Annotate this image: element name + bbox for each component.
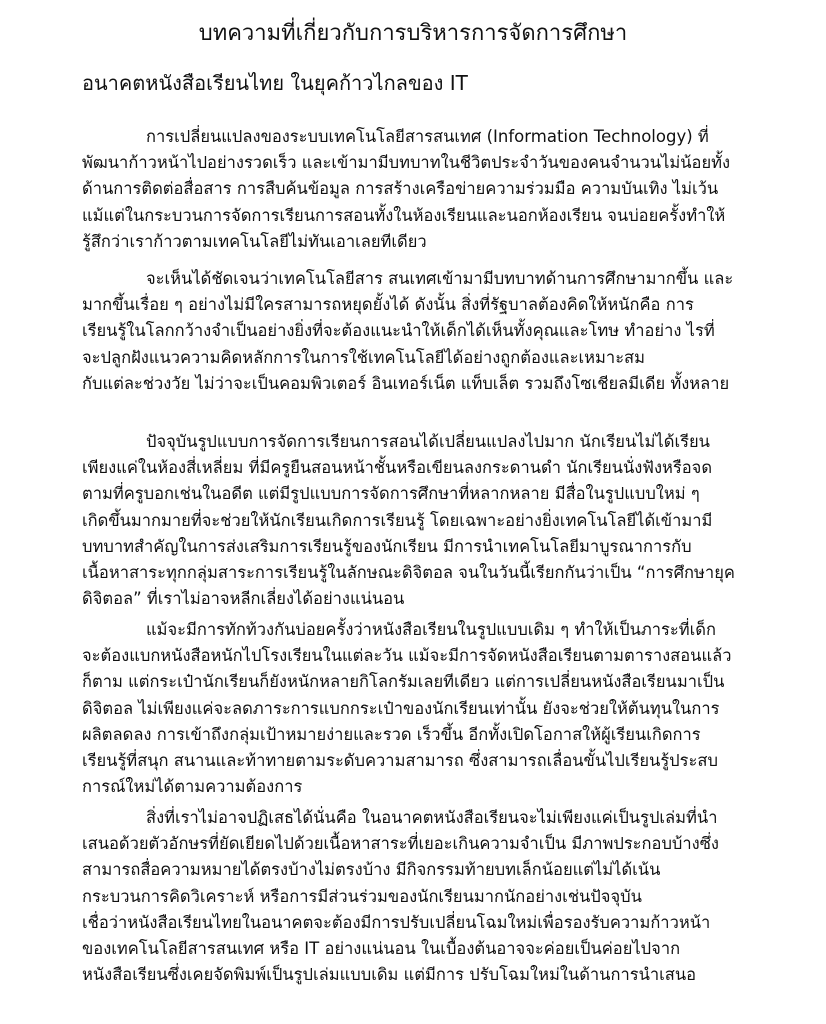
paragraph-line: ดิจิตอล ไม่เพียงแค่จะลดภาระการแบกกระเป๋าของนักเรียนเท่านั้น ยังจะช่วยให้ต้นทุนในการ [82, 698, 720, 718]
paragraph-line: เกิดขึ้นมากมายที่จะช่วยให้นักเรียนเกิดการเรียนรู้ โดยเฉพาะอย่างยิ่งเทคโนโลยีได้เข้ามามี [82, 510, 713, 530]
paragraph-line: จะต้องแบกหนังสือหนักไปโรงเรียนในแต่ละวัน แม้จะมีการจัดหนังสือเรียนตามตารางสอนแล้ว [82, 646, 732, 666]
paragraph-line: บทบาทสำคัญในการส่งเสริมการเรียนรู้ของนักเรียน มีการนำเทคโนโลยีมาบูรณาการกับ [82, 536, 692, 556]
paragraph-line: ตามที่ครูบอกเช่นในอดีต แต่มีรูปแบบการจัดการศึกษาที่หลากหลาย มีสื่อในรูปแบบใหม่ ๆ [82, 484, 700, 504]
paragraph-line: สิ่งที่เราไม่อาจปฏิเสธได้นั่นคือ ในอนาคตหนังสือเรียนจะไม่เพียงแค่เป็นรูปเล่มที่นำ [146, 808, 718, 827]
paragraph-line: กับแต่ละช่วงวัย ไม่ว่าจะเป็นคอมพิวเตอร์ อินเทอร์เน็ต แท็บเล็ต รวมถึงโซเชียลมีเดีย ทั้งหลาย [82, 373, 730, 393]
paragraph-line: ของเทคโนโลยีสารสนเทศ หรือ IT อย่างแน่นอน ในเบื้องต้นอาจจะค่อยเป็นค่อยไปจาก [82, 939, 681, 958]
paragraph-line: กระบวนการคิดวิเคราะห์ หรือการมีส่วนร่วมของนักเรียนมากนักอย่างเช่นปัจจุบัน [82, 886, 642, 906]
paragraph-line: แม้แต่ในกระบวนการจัดการเรียนการสอนทั้งในห้องเรียนและนอกห้องเรียน จนบ่อยครั้งทำให้ [82, 205, 726, 225]
paragraph-line: แม้จะมีการทักท้วงกันบ่อยครั้งว่าหนังสือเรียนในรูปแบบเดิม ๆ ทำให้เป็นภาระที่เด็ก [146, 620, 716, 639]
paragraph-line: เนื้อหาสาระทุกกลุ่มสาระการเรียนรู้ในลักษณะดิจิตอล จนในวันนี้เรียกกันว่าเป็น “การศึกษายุค [82, 563, 735, 582]
paragraph-line: ดิจิตอล” ที่เราไม่อาจหลีกเลี่ยงได้อย่างแน่นอน [82, 589, 405, 609]
paragraph-line: เรียนรู้ในโลกกว้างจำเป็นอย่างยิ่งที่จะต้องแนะนำให้เด็กได้เห็นทั้งคุณและโทษ ทำอย่าง ไรที่ [82, 321, 715, 341]
paragraph-line: ด้านการติดต่อสื่อสาร การสืบค้นข้อมูล การสร้างเครือข่ายความร่วมมือ ความบันเทิง ไม่เว้น [82, 179, 719, 199]
paragraph-line: เสนอด้วยตัวอักษรที่ยัดเยียดไปด้วยเนื้อหาสาระที่เยอะเกินความจำเป็น มีภาพประกอบบ้างซึ่ง [82, 834, 719, 854]
document-title: บทความที่เกี่ยวกับการบริหารการจัดการศึกษา [198, 21, 628, 46]
paragraph-line: ปัจจุบันรูปแบบการจัดการเรียนการสอนได้เปลี่ยนแปลงไปมาก นักเรียนไม่ได้เรียน [146, 432, 710, 451]
paragraph-line: การณ์ใหม่ได้ตามความต้องการ [82, 777, 303, 797]
paragraph-line: เพียงแค่ในห้องสี่เหลี่ยม ที่มีครูยืนสอนหน้าชั้นหรือเขียนลงกระดานดำ นักเรียนนั่งฟังหรือจด [82, 458, 713, 478]
paragraph-line: เรียนรู้ที่สนุก สนานและท้าทายตามระดับความสามารถ ซึ่งสามารถเลื่อนขั้นไปเรียนรู้ประสบ [82, 751, 718, 770]
paragraph-line: สามารถสื่อความหมายได้ตรงบ้างไม่ตรงบ้าง มีกิจกรรมท้ายบทเล็กน้อยแต่ไม่ได้เน้น [82, 860, 661, 880]
paragraph-line: รู้สึกว่าเราก้าวตามเทคโนโลยีไม่ทันเอาเลยทีเดียว [82, 231, 427, 251]
paragraph-line: ก็ตาม แต่กระเป๋านักเรียนก็ยังหนักหลายกิโลกรัมเลยทีเดียว แต่การเปลี่ยนหนังสือเรียนมาเป็น [82, 672, 725, 692]
paragraph-line: ผลิตลดลง การเข้าถึงกลุ่มเป้าหมายง่ายและรวด เร็วขึ้น อีกทั้งเปิดโอกาสให้ผู้เรียนเกิดการ [82, 724, 701, 744]
paragraph-line: หนังสือเรียนซึ่งเคยจัดพิมพ์เป็นรูปเล่มแบบเดิม แต่มีการ ปรับโฉมใหม่ในด้านการนำเสนอ [82, 965, 697, 985]
paragraph-line: มากขึ้นเรื่อย ๆ อย่างไม่มีใครสามารถหยุดยั้งได้ ดังนั้น สิ่งที่รัฐบาลต้องคิดให้หนักคือ การ [82, 295, 694, 315]
paragraph-line: พัฒนาก้าวหน้าไปอย่างรวดเร็ว และเข้ามามีบทบาทในชีวิตประจำวันของคนจำนวนไม่น้อยทั้ง [82, 153, 731, 173]
paragraph-line: เชื่อว่าหนังสือเรียนไทยในอนาคตจะต้องมีการปรับเปลี่ยนโฉมใหม่เพื่อรองรับความก้าวหน้า [82, 912, 711, 932]
paragraph-line: จะเห็นได้ชัดเจนว่าเทคโนโลยีสาร สนเทศเข้ามามีบทบาทด้านการศึกษามากขึ้น และ [146, 269, 734, 288]
paragraph-line: จะปลูกฝังแนวความคิดหลักการในการใช้เทคโนโลยีได้อย่างถูกต้องและเหมาะสม [82, 347, 645, 367]
paragraph-line: การเปลี่ยนแปลงของระบบเทคโนโลยีสารสนเทศ (Information Technology) ที่ [146, 127, 709, 146]
document-subtitle: อนาคตหนังสือเรียนไทย ในยุคก้าวไกลของ IT [82, 71, 468, 95]
